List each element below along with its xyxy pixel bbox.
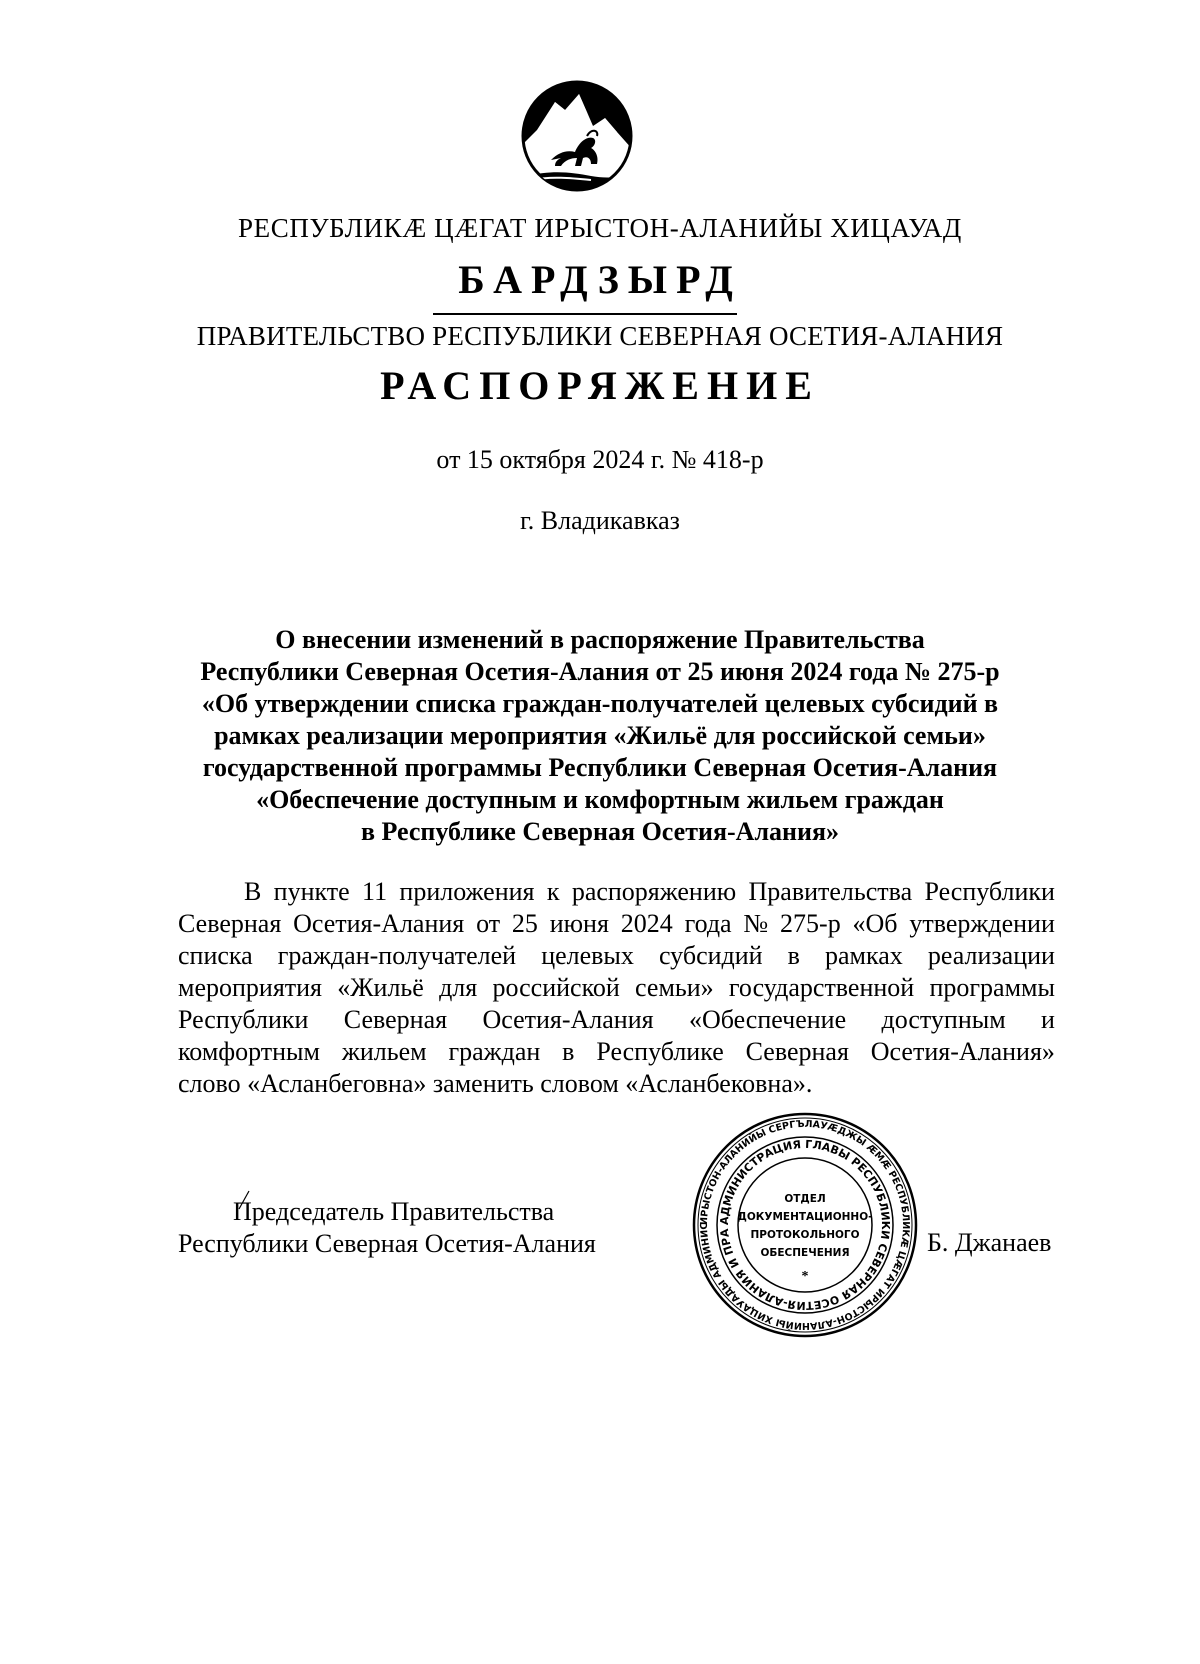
body-word: 2024 <box>620 909 673 938</box>
body-word: года <box>684 909 732 938</box>
body-line <box>178 876 1055 908</box>
svg-text:ОТДЕЛ: ОТДЕЛ <box>784 1193 826 1205</box>
svg-text:ОБЕСПЕЧЕНИЯ: ОБЕСПЕЧЕНИЯ <box>760 1247 850 1259</box>
body-line <box>178 908 1055 940</box>
svg-text:АДМИНИСТРАЦИЯ ГЛАВЫ РЕСПУБЛИКИ: АДМИНИСТРАЦИЯ ГЛАВЫ РЕСПУБЛИКИ СЕВЕРНАЯ ОСЕТИЯ-АЛАНИЯ И ПРА <box>717 1137 893 1313</box>
body-word: доступным <box>881 1005 1006 1034</box>
body-line <box>178 972 1055 1004</box>
body-word: «Обеспечение <box>688 1005 847 1034</box>
ossetian-document-type: БАРДЗЫРД <box>458 257 742 302</box>
document-date-number: от 15 октября 2024 г. № 418-р <box>436 445 764 474</box>
svg-text:*: * <box>801 1269 809 1284</box>
document-body <box>178 876 1055 1100</box>
coat-of-arms-icon <box>521 80 633 192</box>
body-word: 275-р <box>780 909 841 938</box>
body-word: Республики <box>178 1005 309 1034</box>
body-word: Осетия-Алания <box>482 1005 654 1034</box>
body-word: утверждении <box>909 909 1055 938</box>
body-word: В <box>244 877 262 906</box>
body-word: 25 <box>511 909 538 938</box>
signatory-name: Б. Джанаев <box>927 1228 1052 1257</box>
body-word: Республике <box>596 1037 724 1066</box>
body-word: государственной <box>728 973 915 1002</box>
body-word: Северная <box>178 909 282 938</box>
subject-line: «Обеспечение доступным и комфортным жильем граждан <box>256 785 944 814</box>
document-subject <box>0 624 1200 848</box>
body-word: распоряжению <box>571 877 737 906</box>
signatory-title <box>178 1196 596 1260</box>
subject-line: рамках реализации мероприятия «Жильё для российской семьи» <box>214 721 986 750</box>
body-line <box>178 1004 1055 1036</box>
body-word: Республики <box>924 877 1055 906</box>
signatory-title-line: Республики Северная Осетия-Алания <box>178 1229 596 1258</box>
body-word: субсидий <box>658 941 763 970</box>
body-word: от <box>476 909 501 938</box>
document-city: г. Владикавказ <box>520 506 680 535</box>
body-word: 11 <box>362 877 388 906</box>
subject-line: государственной программы Республики Северная Осетия-Алания <box>202 753 998 782</box>
body-word: в <box>787 941 800 970</box>
body-word: Северная <box>745 1037 849 1066</box>
svg-text:ПРОТОКОЛЬНОГО: ПРОТОКОЛЬНОГО <box>750 1229 860 1241</box>
body-word: комфортным <box>178 1037 320 1066</box>
body-word: приложения <box>399 877 535 906</box>
subject-line: Республики Северная Осетия-Алания от 25 июня 2024 года № 275-р <box>200 657 1000 686</box>
body-word: рамках <box>825 941 903 970</box>
body-word: программы <box>929 973 1055 1002</box>
signatory-title-line: Председатель Правительства <box>233 1197 555 1226</box>
header-divider <box>433 313 737 315</box>
body-line <box>178 940 1055 972</box>
body-word: «Об <box>852 909 898 938</box>
body-word: граждан <box>448 1037 541 1066</box>
russian-document-type: РАСПОРЯЖЕНИЕ <box>380 363 820 408</box>
body-word: в <box>562 1037 575 1066</box>
body-line: слово «Асланбеговна» заменить словом «Асланбековна». <box>178 1069 813 1098</box>
svg-text:ДОКУМЕНТАЦИОННО-: ДОКУМЕНТАЦИОННО- <box>737 1211 873 1223</box>
body-word: Осетия-Алания» <box>870 1037 1055 1066</box>
body-word: Правительства <box>748 877 913 906</box>
body-word: целевых <box>541 941 634 970</box>
body-word: российской <box>492 973 620 1002</box>
body-word: списка <box>178 941 253 970</box>
body-word: пункте <box>273 877 350 906</box>
body-word: семьи» <box>635 973 714 1002</box>
subject-line: О внесении изменений в распоряжение Правительства <box>275 625 925 654</box>
round-seal-icon <box>690 1110 920 1340</box>
ossetian-government-name: РЕСПУБЛИКÆ ЦÆГАТ ИРЫСТОН-АЛАНИЙЫ ХИЦАУАД <box>238 213 962 243</box>
body-word: реализации <box>927 941 1055 970</box>
svg-text:ИРЫСТОН-АЛАНИЙЫ СЕРГЪЛАУÆДЖЫ Æ: ИРЫСТОН-АЛАНИЙЫ СЕРГЪЛАУÆДЖЫ ÆМÆ РЕСПУБЛИКÆ ЦÆГАТ ИРЫСТОН-АЛАНИЙЫ ХИЦАУАДЫ АДМИНИС <box>698 1118 912 1332</box>
body-word: июня <box>549 909 609 938</box>
body-word: к <box>546 877 560 906</box>
body-word: Осетия-Алания <box>293 909 465 938</box>
body-word: для <box>439 973 478 1002</box>
body-word: «Жильё <box>337 973 424 1002</box>
body-word: граждан-получателей <box>277 941 517 970</box>
body-word: Северная <box>343 1005 448 1034</box>
subject-line: в Республике Северная Осетия-Алания» <box>360 817 840 846</box>
body-line <box>178 1036 1055 1068</box>
subject-line: «Об утверждении списка граждан-получателей целевых субсидий в <box>201 689 999 718</box>
body-word: № <box>743 909 769 938</box>
body-word: жильем <box>341 1037 427 1066</box>
body-word: мероприятия <box>178 973 323 1002</box>
body-word: и <box>1041 1005 1055 1034</box>
russian-government-name: ПРАВИТЕЛЬСТВО РЕСПУБЛИКИ СЕВЕРНАЯ ОСЕТИЯ-АЛАНИЯ <box>196 321 1004 351</box>
